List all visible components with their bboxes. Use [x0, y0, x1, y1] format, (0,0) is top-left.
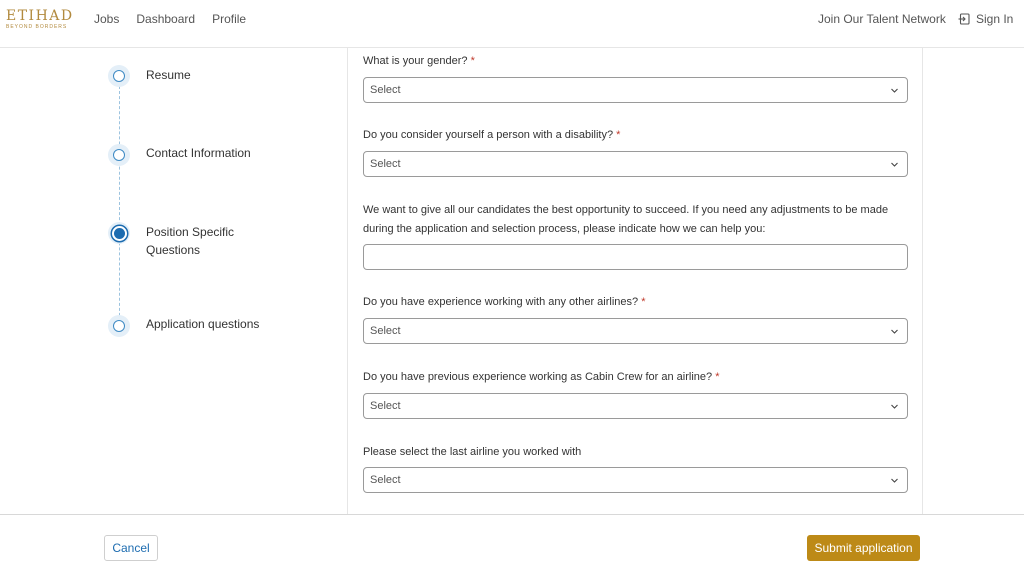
- question-text: We want to give all our candidates the best opportunity to succeed. If you need any adjustments to be made during the application and selection process, please indicate how we can help you:: [363, 204, 889, 235]
- cancel-button[interactable]: Cancel: [104, 535, 158, 561]
- column-divider: [347, 48, 348, 514]
- select-value: Select: [370, 474, 401, 486]
- question-text: What is your gender?: [363, 55, 468, 67]
- required-marker: *: [470, 55, 475, 67]
- chevron-down-icon: [890, 327, 899, 336]
- step-label: Position Specific Questions: [146, 225, 235, 257]
- top-header: [0, 0, 1024, 48]
- talent-network-link[interactable]: Join Our Talent Network: [818, 12, 946, 26]
- select-value: Select: [370, 158, 401, 170]
- gender-select[interactable]: [363, 77, 908, 103]
- other-airlines-select[interactable]: [363, 318, 908, 344]
- question-label: [363, 52, 908, 71]
- required-marker: *: [715, 371, 720, 383]
- column-divider: [922, 48, 923, 514]
- step-label: Resume: [146, 68, 191, 82]
- step-contact-information[interactable]: [108, 144, 266, 166]
- adjustments-input[interactable]: [363, 244, 908, 270]
- select-value: Select: [370, 84, 401, 96]
- question-label: [363, 126, 908, 145]
- step-resume[interactable]: [108, 65, 266, 87]
- application-stepper: [0, 48, 347, 514]
- step-active-indicator-icon: [108, 222, 130, 244]
- action-footer: [0, 514, 1024, 567]
- nav-jobs[interactable]: Jobs: [94, 12, 120, 26]
- step-application-questions[interactable]: [108, 315, 286, 337]
- disability-select[interactable]: [363, 151, 908, 177]
- step-label: Application questions: [146, 317, 260, 331]
- step-position-specific-questions[interactable]: [108, 222, 246, 259]
- question-text: Do you consider yourself a person with a disability?: [363, 129, 614, 141]
- main-nav: [94, 11, 263, 27]
- submit-application-button[interactable]: Submit application: [807, 535, 920, 561]
- question-label: [363, 293, 908, 312]
- chevron-down-icon: [890, 160, 899, 169]
- question-label: [363, 443, 908, 462]
- step-indicator-icon: [108, 315, 130, 337]
- application-main: [0, 48, 1024, 514]
- chevron-down-icon: [890, 402, 899, 411]
- chevron-down-icon: [890, 476, 899, 485]
- question-text: Please select the last airline you worked with: [363, 446, 582, 458]
- question-label: [363, 201, 908, 239]
- step-indicator-icon: [108, 144, 130, 166]
- question-text: Do you have experience working with any other airlines?: [363, 296, 639, 308]
- nav-profile[interactable]: Profile: [212, 12, 247, 26]
- cabin-crew-experience-select[interactable]: [363, 393, 908, 419]
- last-airline-select[interactable]: [363, 467, 908, 493]
- question-label: [363, 368, 908, 387]
- sign-in-label: Sign In: [976, 12, 1014, 26]
- required-marker: *: [616, 129, 621, 141]
- question-text: Do you have previous experience working as Cabin Crew for an airline?: [363, 371, 713, 383]
- logo-wordmark: ETIHAD: [6, 8, 74, 24]
- step-indicator-icon: [108, 65, 130, 87]
- step-label: Contact Information: [146, 146, 251, 160]
- stepper-connector: [119, 86, 120, 326]
- select-value: Select: [370, 325, 401, 337]
- logo-tagline: BEYOND BORDERS: [6, 24, 68, 30]
- etihad-logo[interactable]: [6, 9, 74, 31]
- required-marker: *: [641, 296, 646, 308]
- select-value: Select: [370, 400, 401, 412]
- nav-dashboard[interactable]: Dashboard: [136, 12, 196, 26]
- sign-in-icon: [958, 13, 970, 25]
- chevron-down-icon: [890, 86, 899, 95]
- sign-in-link[interactable]: [958, 11, 1013, 27]
